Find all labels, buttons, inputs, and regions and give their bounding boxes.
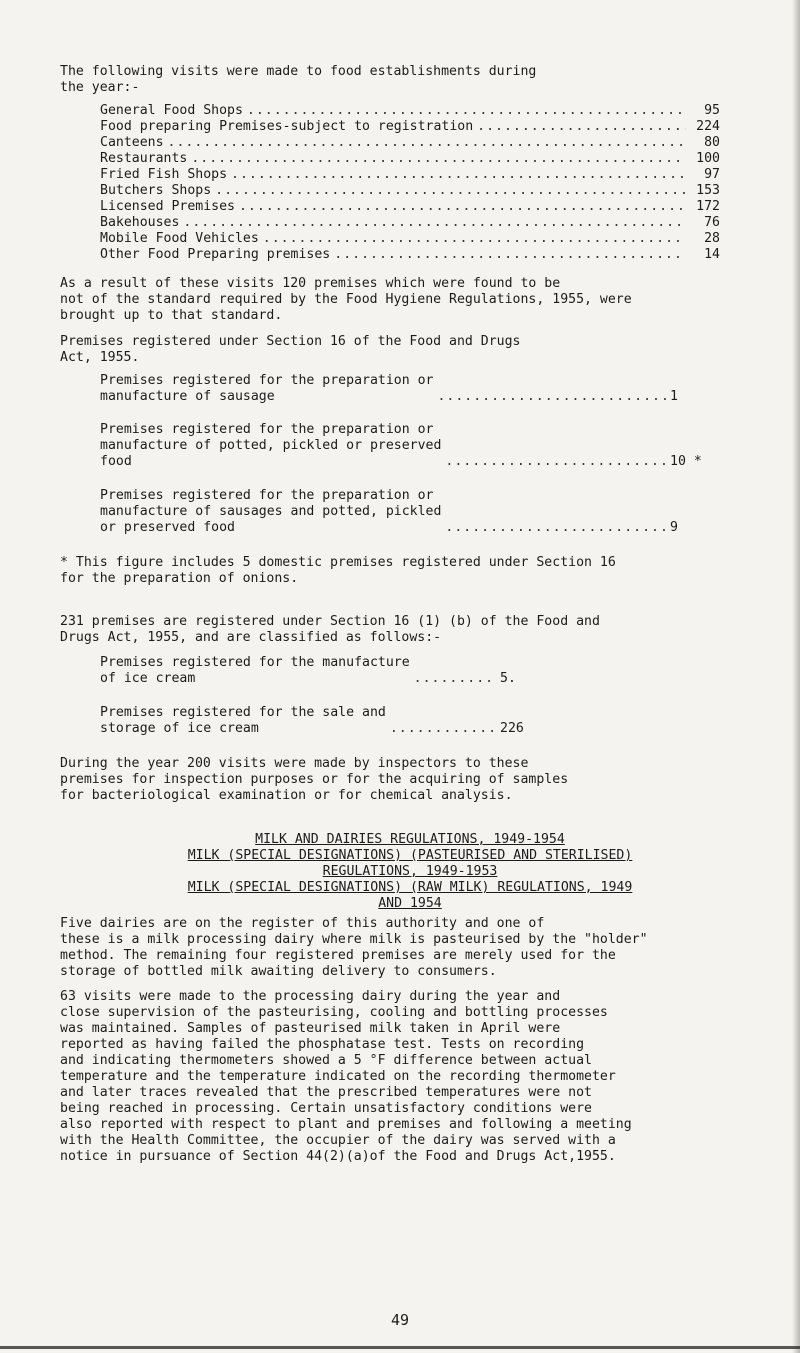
ice-cream-count: 226 [500, 721, 524, 736]
list-item [100, 215, 720, 231]
visit-label: Food preparing Premises-subject to registration [100, 119, 474, 134]
intro-line-1: The following visits were made to food establishments during [60, 64, 537, 79]
list-item [100, 231, 720, 247]
registration-text: Premises registered for the preparation or manufacture of sausage [100, 373, 434, 404]
section-heading: AND 1954 [378, 896, 442, 911]
list-item [100, 199, 720, 215]
list-item [100, 705, 540, 737]
visit-count: 80 [704, 135, 720, 150]
leader-dots [215, 183, 686, 199]
dairies-paragraph: Five dairies are on the register of this authority and one of these is a milk processing dairy where milk is pasteurised by the "holder" method. The remaining four registered premises are merely used for the storage of bottled milk awaiting delivery to consumers. [60, 916, 648, 979]
visit-label: Restaurants [100, 151, 188, 166]
list-item [100, 151, 720, 167]
result-paragraph: As a result of these visits 120 premises which were found to be not of the standard required by the Food Hygiene Regulations, 1955, were brought up to that standard. [60, 276, 632, 323]
registration-text: Premises registered for the preparation or manufacture of potted, pickled or preserved food [100, 422, 442, 469]
leader-dots [168, 135, 686, 151]
visit-count: 172 [696, 199, 720, 214]
inspection-paragraph: During the year 200 visits were made by inspectors to these premises for inspection purposes or for the acquiring of samples for bacteriological examination or for chemical analysis. [60, 756, 569, 803]
ice-cream-text: Premises registered for the manufacture of ice cream [100, 655, 410, 686]
leader-dots [437, 389, 666, 405]
leader-dots [445, 520, 666, 536]
visit-count: 28 [704, 231, 720, 246]
visit-count: 95 [704, 103, 720, 118]
visit-count: 224 [696, 119, 720, 134]
visit-label: Canteens [100, 135, 164, 150]
visit-label: Fried Fish Shops [100, 167, 228, 182]
visit-count: 100 [696, 151, 720, 166]
section-heading: MILK AND DAIRIES REGULATIONS, 1949-1954 [255, 832, 565, 847]
ice-cream-count: 5. [500, 671, 516, 686]
list-item [100, 119, 720, 135]
visit-label: Licensed Premises [100, 199, 235, 214]
visit-label: Bakehouses [100, 215, 180, 230]
scan-bottom-edge [0, 1346, 800, 1349]
ice-cream-paragraph: 231 premises are registered under Section 16 (1) (b) of the Food and Drugs Act, 1955, and are classified as follows:- [60, 614, 600, 645]
leader-dots [414, 671, 496, 687]
visit-count: 97 [704, 167, 720, 182]
footnote: * This figure includes 5 domestic premises registered under Section 16 for the preparation of onions. [60, 555, 616, 586]
leader-dots [183, 215, 686, 231]
section-16-paragraph: Premises registered under Section 16 of the Food and Drugs Act, 1955. [60, 334, 521, 365]
page-number: 49 [390, 1311, 410, 1329]
leader-dots [247, 103, 686, 119]
leader-dots [191, 151, 686, 167]
leader-dots [239, 199, 686, 215]
list-item [100, 655, 540, 687]
page-edge-shadow [792, 0, 800, 1353]
list-item [100, 103, 720, 119]
list-item [100, 135, 720, 151]
visit-label: Butchers Shops [100, 183, 212, 198]
intro-line-2: the year:- [60, 80, 140, 95]
ice-cream-text: Premises registered for the sale and storage of ice cream [100, 705, 386, 736]
visit-count: 153 [696, 183, 720, 198]
section-heading: MILK (SPECIAL DESIGNATIONS) (RAW MILK) REGULATIONS, 1949 [187, 880, 633, 895]
registration-count: 10 * [670, 454, 702, 469]
processing-paragraph: 63 visits were made to the processing dairy during the year and close supervision of the pasteurising, cooling and bottling processes was maintained. Samples of pasteurised milk taken in April were reported as having failed the phosphatase test. Tests on recording and indicating thermometers showed a 5 °F difference between actual temperature and the temperature indicated on the recording thermometer and later traces revealed that the prescribed temperatures were not being reached in processing. Certain unsatisfactory conditions were also reported with respect to plant and premises and following a meeting with the Health Committee, the occupier of the dairy was served with a notice in pursuance of Section 44(2)(a)of the Food and Drugs Act,1955. [60, 989, 632, 1164]
visit-count: 76 [704, 215, 720, 230]
visit-label: Other Food Preparing premises [100, 247, 331, 262]
leader-dots [263, 231, 686, 247]
list-item [100, 167, 720, 183]
leader-dots [390, 721, 496, 737]
visit-label: Mobile Food Vehicles [100, 231, 259, 246]
registration-text: Premises registered for the preparation or manufacture of sausages and potted, pickled or preserved food [100, 488, 442, 535]
visit-count: 14 [704, 247, 720, 262]
leader-dots [477, 119, 686, 135]
visit-label: General Food Shops [100, 103, 243, 118]
section-heading: REGULATIONS, 1949-1953 [322, 864, 498, 879]
leader-dots [231, 167, 686, 183]
leader-dots [445, 454, 666, 470]
leader-dots [334, 247, 686, 263]
registration-count: 9 [670, 520, 678, 535]
list-item [100, 247, 720, 263]
list-item [100, 373, 720, 405]
list-item [100, 422, 720, 470]
list-item [100, 183, 720, 199]
section-heading: MILK (SPECIAL DESIGNATIONS) (PASTEURISED AND STERILISED) [187, 848, 633, 863]
list-item [100, 488, 720, 536]
registration-count: 1 [670, 389, 678, 404]
